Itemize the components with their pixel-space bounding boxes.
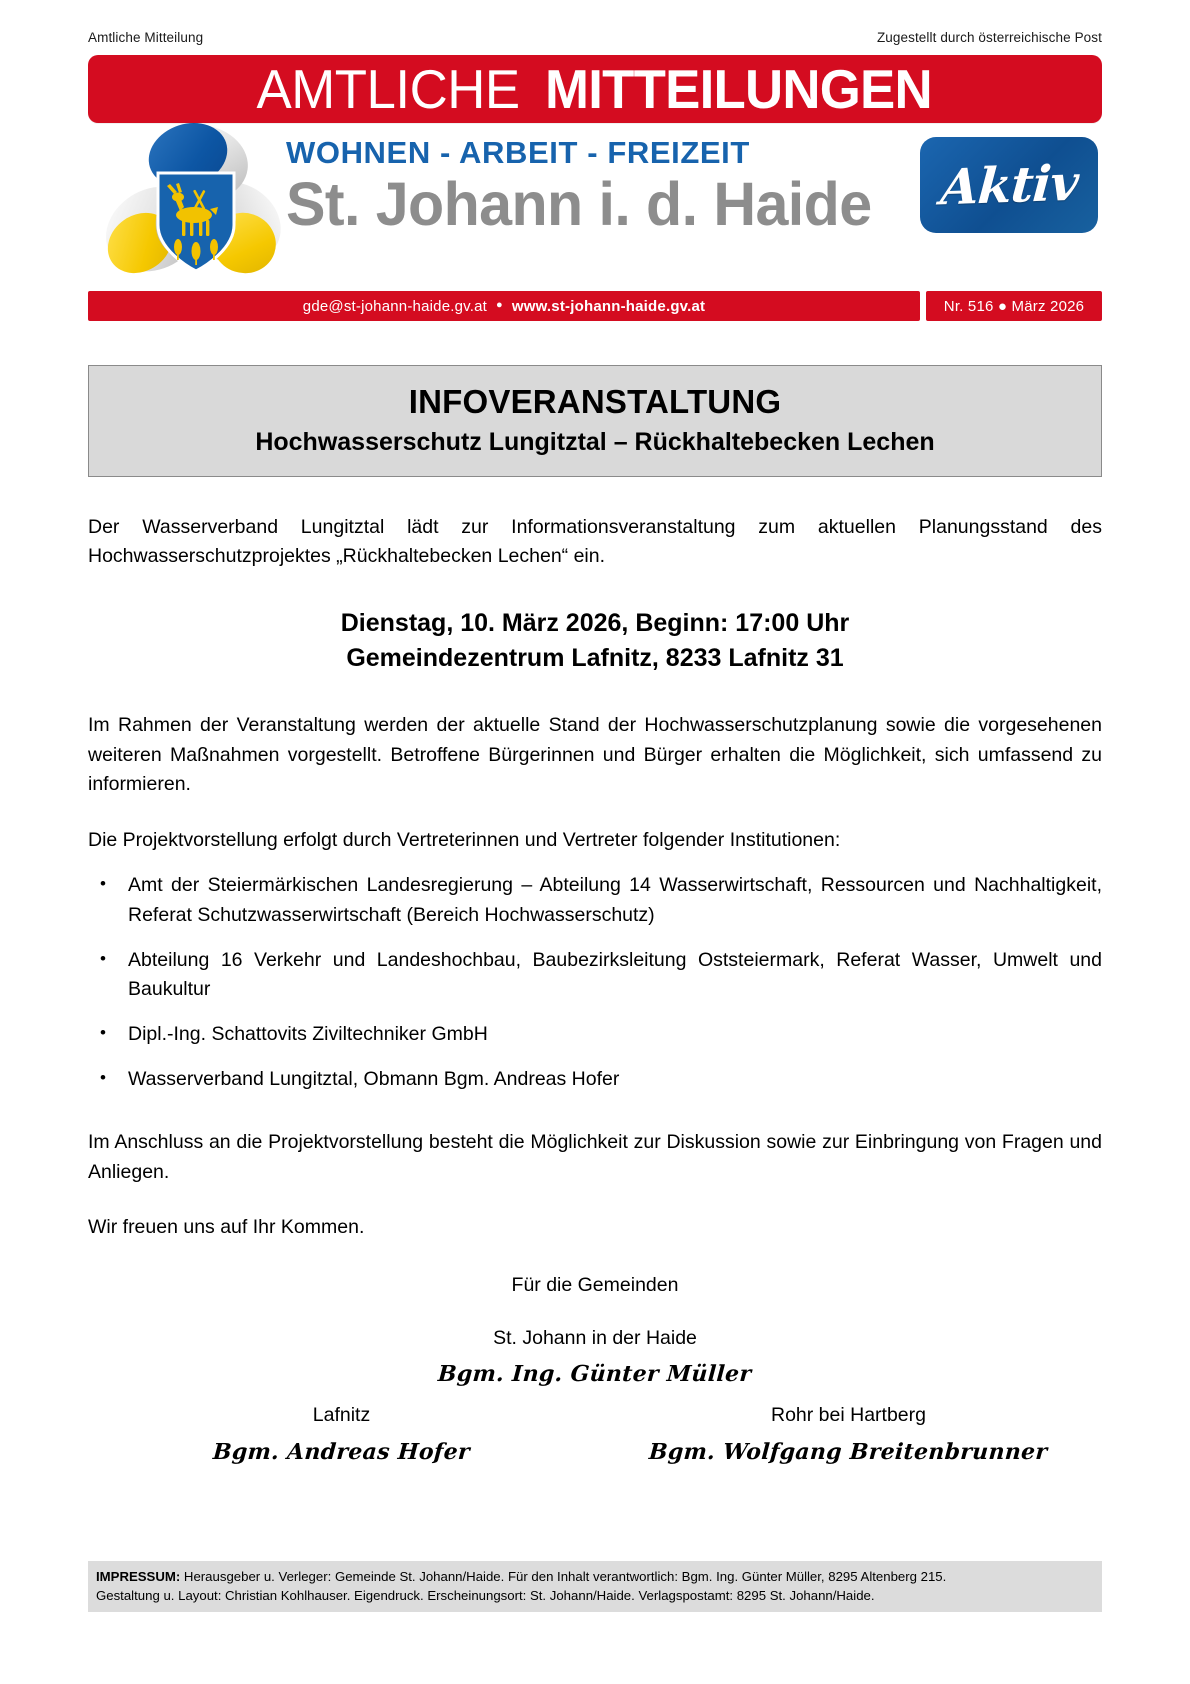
event-datetime: Dienstag, 10. März 2026, Beginn: 17:00 Uhr (340, 608, 850, 637)
signature-block (88, 1271, 1102, 1469)
contact-email[interactable]: gde@st-johann-haide.gv.at (302, 297, 488, 315)
bullet-icon: • (100, 874, 106, 894)
list-item (88, 871, 1102, 930)
list-item-label: Amt der Steiermärkischen Landesregierung – Abteilung 14 Wasserwirtschaft, Ressourcen und Nachhaltigkeit, Referat Schutzwasserwirtschaft (Bereich Hochwasserschutz) (128, 874, 1102, 927)
signature-columns (88, 1401, 1102, 1470)
paragraph-closing: Wir freuen uns auf Ihr Kommen. (88, 1216, 365, 1239)
postal-delivery-label: Zugestellt durch österreichische Post (876, 30, 1102, 45)
masthead-red-banner (88, 55, 1102, 123)
issue-number-label: Nr. 516 ● März 2026 (943, 297, 1085, 315)
signature-left-place: Lafnitz (312, 1403, 371, 1426)
aktiv-badge (920, 137, 1098, 233)
signature-right-place: Rohr bei Hartberg (771, 1403, 926, 1426)
signature-for-line: Für die Gemeinden (511, 1274, 679, 1297)
signature-left-name-wrap (88, 1436, 595, 1469)
masthead (88, 55, 1102, 321)
impressum-label: IMPRESSUM: (96, 1568, 181, 1584)
headline-primary: INFOVERANSTALTUNG (408, 383, 782, 420)
article-body (88, 513, 1102, 1470)
masthead-town-name: St. Johann i. d. Haide (286, 170, 872, 238)
event-venue: Gemeindezentrum Lafnitz, 8233 Lafnitz 31 (346, 644, 844, 673)
list-item-label: Dipl.-Ing. Schattovits Ziviltechniker GmbH (128, 1022, 488, 1045)
top-meta-row (88, 0, 1102, 45)
list-item (88, 946, 1102, 1005)
headline-secondary: Hochwasserschutz Lungitztal – Rückhaltebecken Lechen (255, 427, 935, 456)
signature-main-place: St. Johann in der Haide (493, 1327, 697, 1350)
contact-website[interactable]: www.st-johann-haide.gv.at (511, 297, 706, 315)
masthead-logo-row (88, 123, 1102, 295)
bullet-icon: • (100, 948, 106, 968)
impressum-line-2: Gestaltung u. Layout: Christian Kohlhauser. Eigendruck. Erscheinungsort: St. Johann/Haide. Verlagspostamt: 8295 St. Johann/Haide. (96, 1587, 875, 1603)
masthead-title-bold: MITTEILUNGEN (544, 57, 932, 120)
paragraph-institutions-intro: Die Projektvorstellung erfolgt durch Vertreterinnen und Vertreter folgender Institutionen: (88, 828, 841, 851)
signature-column-right (595, 1401, 1102, 1470)
bullet-separator-icon: ● (496, 299, 503, 311)
masthead-slogan: WOHNEN - ARBEIT - FREIZEIT (286, 135, 750, 170)
paragraph-details: Im Rahmen der Veranstaltung werden der aktuelle Stand der Hochwasserschutzplanung sowie die vorgesehenen weiteren Maßnahmen vorgestellt. Betroffene Bürgerinnen und Bürger erhalten die Möglichkeit, sich umfassend zu informieren. (88, 713, 1102, 796)
impressum-footer (88, 1561, 1102, 1612)
masthead-title-light: AMTLICHE (255, 57, 520, 120)
list-item (88, 1020, 1102, 1050)
signature-right-name-wrap (595, 1436, 1102, 1469)
list-item-label: Wasserverband Lungitztal, Obmann Bgm. Andreas Hofer (128, 1067, 620, 1090)
list-item-label: Abteilung 16 Verkehr und Landeshochbau, Baubezirksleitung Oststeiermark, Referat Wasser, Umwelt und Baukultur (128, 948, 1102, 1001)
signature-column-left (88, 1401, 595, 1470)
paragraph-discussion: Im Anschluss an die Projektvorstellung besteht die Möglichkeit zur Diskussion sowie zur Einbringung von Fragen und Anliegen. (88, 1131, 1102, 1183)
signature-left-name: Bgm. Andreas Hofer (212, 1438, 471, 1465)
impressum-text-1: Herausgeber u. Verleger: Gemeinde St. Johann/Haide. Für den Inhalt verantwortlich: Bgm. Ing. Günter Müller, 8295 Altenberg 215. (180, 1568, 947, 1584)
impressum-line-1 (96, 1567, 1094, 1586)
paragraph-intro: Der Wasserverband Lungitztal lädt zur Informationsveranstaltung zum aktuellen Planungsstand des Hochwasserschutzprojektes „Rückhaltebecken Lechen“ ein. (88, 515, 1102, 568)
issue-number-bar (926, 291, 1102, 321)
institutions-list (88, 871, 1102, 1094)
headline-box (88, 365, 1102, 477)
municipal-emblem-icon (96, 117, 296, 297)
bullet-icon: • (100, 1022, 106, 1042)
list-item (88, 1065, 1102, 1095)
official-notice-label: Amtliche Mitteilung (88, 30, 204, 45)
bullet-icon: • (100, 1067, 106, 1087)
signature-main-name: Bgm. Ing. Günter Müller (437, 1360, 753, 1387)
masthead-text-block (286, 137, 926, 238)
aktiv-badge-label: Aktiv (938, 153, 1080, 216)
signature-right-name: Bgm. Wolfgang Breitenbrunner (648, 1438, 1049, 1465)
